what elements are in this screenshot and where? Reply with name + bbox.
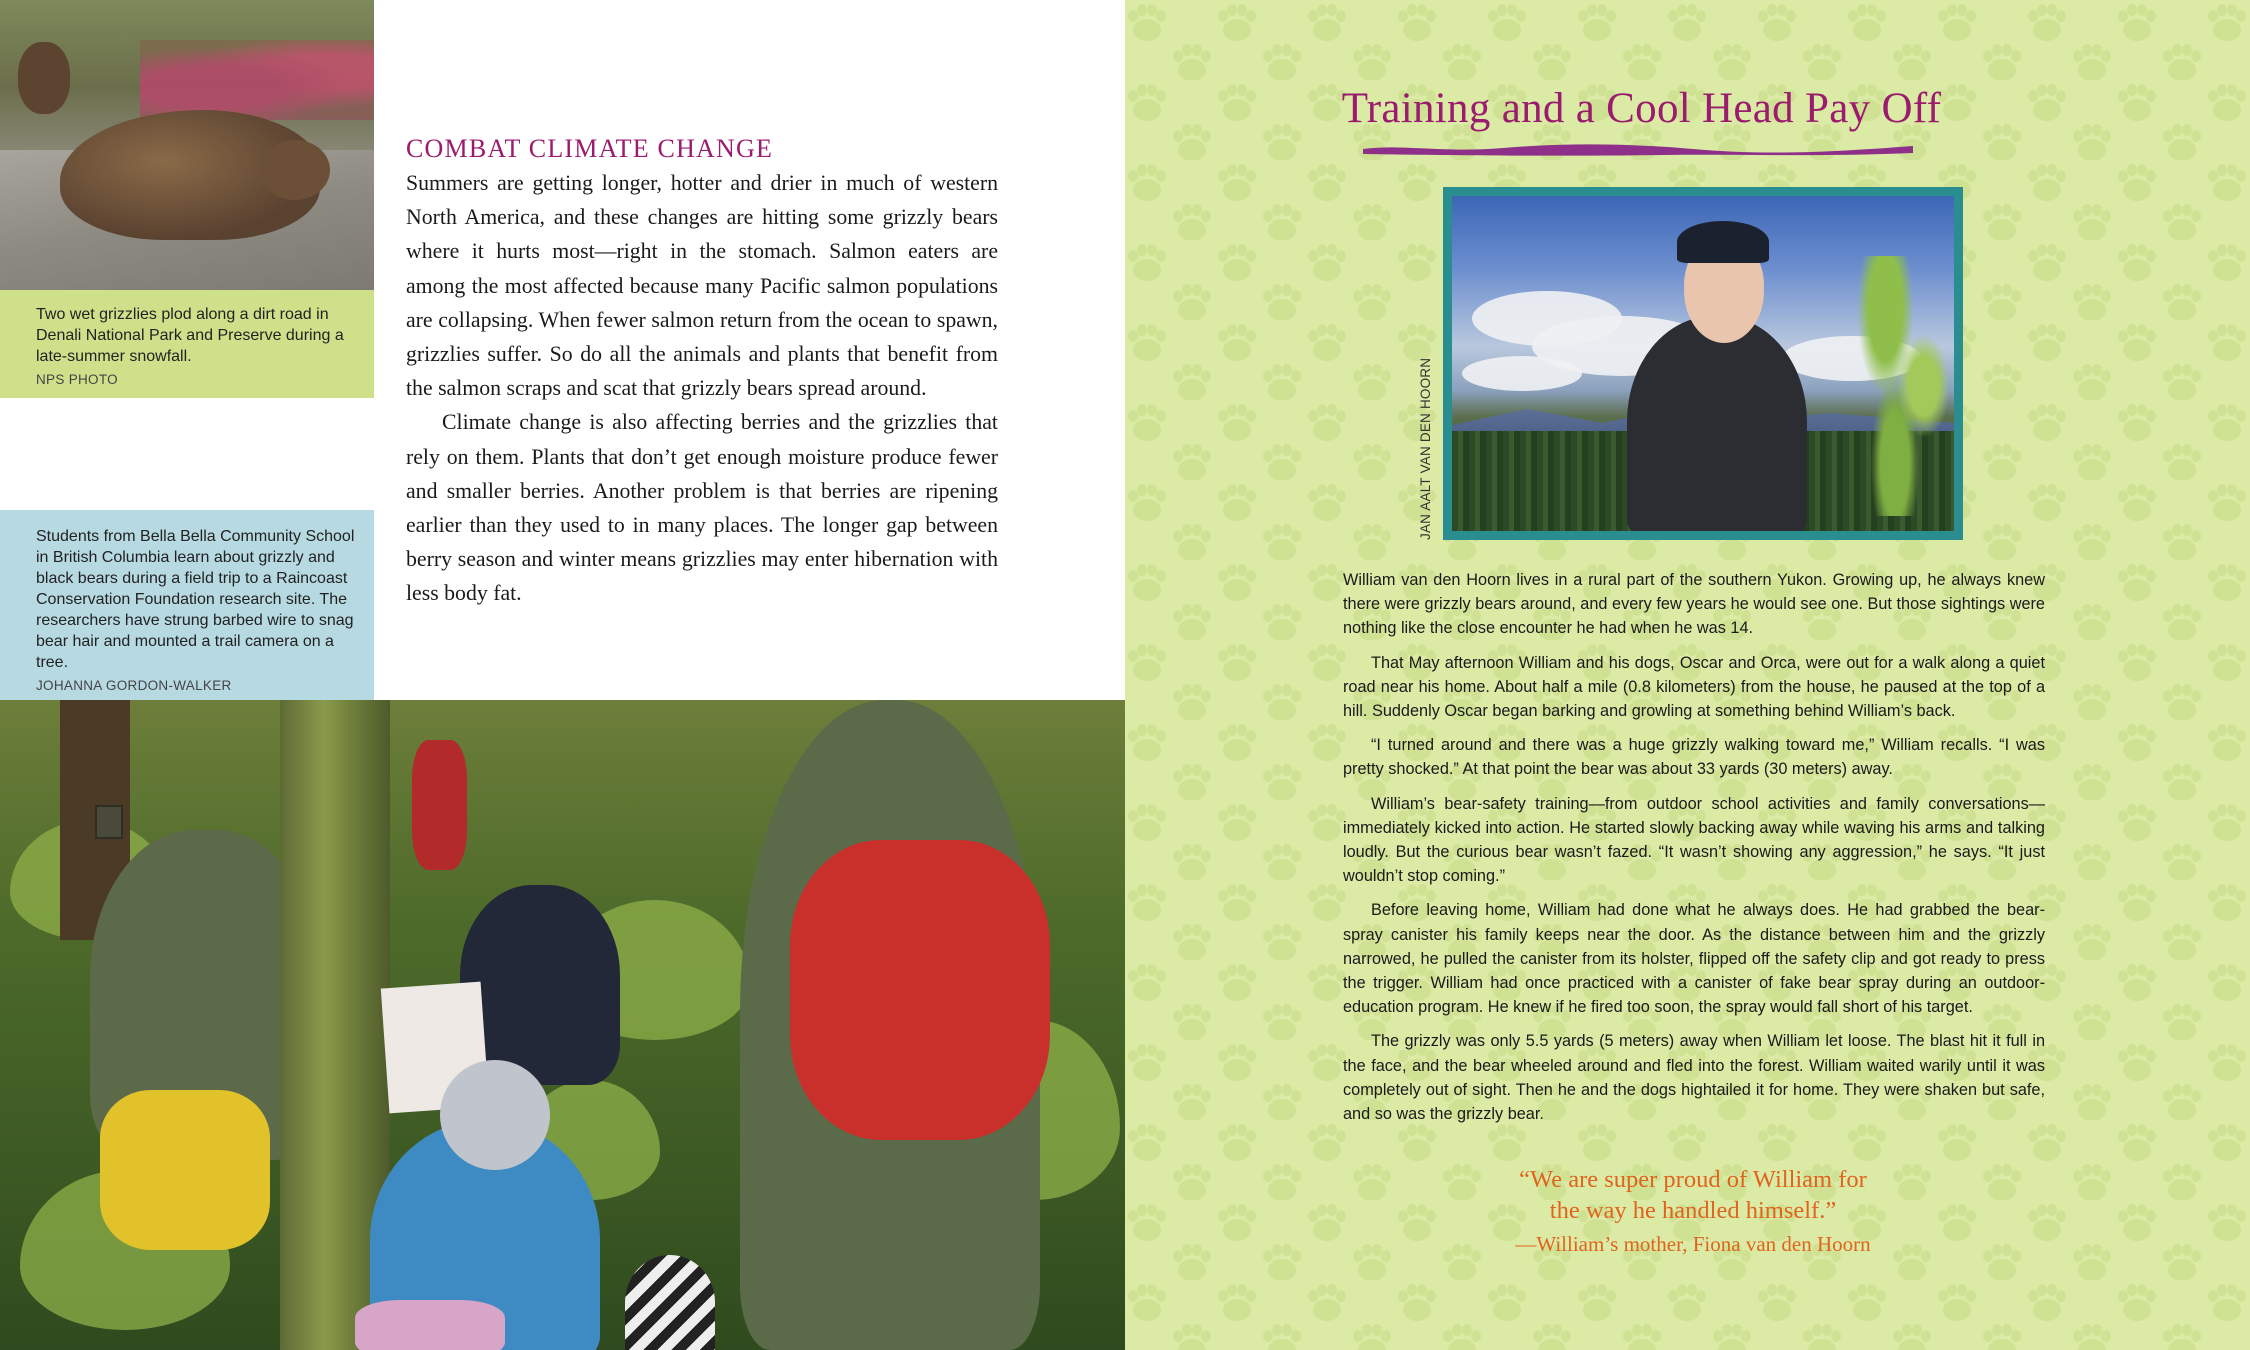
cloud (1462, 356, 1582, 391)
story-paragraph-5: Before leaving home, William had done what he always does. He had grabbed the bear-spray canister his family keeps near the door. As the distance between him and the grizzly narrowed, he pulled the canister from its holster, flipped off the safety clip and got ready to press the trigger. William had once practiced with a canister of fake bear spray during an outdoor-education program. He knew if he fired too soon, the spray would fall short of his target. (1343, 901, 2045, 1017)
william-photo-credit: JAN AALT VAN DEN HOORN (1418, 357, 1433, 540)
student-red-backpack (412, 740, 467, 870)
grizzly-bears-photo (0, 0, 374, 290)
quote-line-1: “We are super proud of William for (1519, 1166, 1867, 1193)
title-underline (1363, 140, 1913, 158)
trail-camera (95, 805, 123, 839)
william-portrait-photo (1452, 196, 1954, 531)
climate-change-section (406, 134, 998, 611)
page-title: Training and a Cool Head Pay Off (1341, 85, 1942, 132)
quote-attribution: —William’s mother, Fiona van den Hoorn (1515, 1232, 1871, 1256)
story-paragraph-2: That May afternoon William and his dogs, Oscar and Orca, were out for a walk along a quiet road near his home. About half a mile (0.8 kilometers) from the house, he paused at the top of a hill. Suddenly Oscar began barking and growling at something behind William’s back. (1343, 653, 2045, 721)
william-photo-frame (1443, 187, 1963, 540)
fireweed-background (140, 40, 374, 120)
students-caption-text: Students from Bella Bella Community School in British Columbia learn about grizzly and black bears during a field trip to a Raincoast Conservation Foundation research site. The researchers have strung barbed wire to snag bear hair and mounted a trail camera on a tree. (36, 528, 355, 671)
story-paragraph-6: The grizzly was only 5.5 yards (5 meters) away when William let loose. The blast hit it full in the face, and the bear wheeled around and fled into the forest. William waited warily until it was completely out of sight. Then he and the dogs hightailed it for home. They were shaken but safe, and so was the grizzly bear. (1343, 1032, 2045, 1124)
story-paragraph-4: William’s bear-safety training—from outdoor school activities and family conversations—immediately kicked into action. He started slowly backing away while waving his arms and talking loudly. But the curious bear wasn’t fazed. “It wasn’t showing any aggression,” he says. “It just wouldn’t stop coming.” (1343, 794, 2045, 886)
section-paragraph-2: Climate change is also affecting berries and the grizzlies that rely on them. Plants that don’t get enough moisture produce fewer and smaller berries. Another problem is that berries are ripening earlier than they used to in many places. The longer gap between berry season and winter means grizzlies may enter hibernation with less body fat. (406, 410, 998, 606)
small-grizzly (18, 42, 70, 114)
baseball-cap (1677, 221, 1769, 263)
pink-backpack (355, 1300, 505, 1350)
section-body (406, 166, 998, 611)
william-hoodie (1627, 316, 1807, 531)
section-heading: COMBAT CLIMATE CHANGE (406, 134, 774, 163)
students-photo-credit: JOHANNA GORDON-WALKER (36, 678, 232, 693)
quote-line-2: the way he handled himself.” (1549, 1197, 1837, 1224)
zigzag-hat (625, 1255, 715, 1350)
students-caption (0, 510, 374, 700)
right-page (1125, 0, 2250, 1350)
leafy-branches (1857, 256, 1952, 516)
red-life-vest (790, 840, 1050, 1140)
pull-quote (1393, 1164, 1993, 1257)
large-grizzly (60, 110, 320, 240)
knit-hat (440, 1060, 550, 1170)
bears-caption (0, 290, 374, 398)
students-field-trip-photo (0, 700, 1125, 1350)
yellow-rain-pants (100, 1090, 270, 1250)
encounter-story (1343, 568, 2045, 1136)
story-paragraph-1: William van den Hoorn lives in a rural part of the southern Yukon. Growing up, he always knew there were grizzly bears around, and every few years he would see one. But those sightings were nothing like the close encounter he had when he was 14. (1343, 571, 2045, 638)
bears-caption-text: Two wet grizzlies plod along a dirt road in Denali National Park and Preserve during a late-summer snowfall. (36, 306, 344, 365)
bears-photo-credit: NPS PHOTO (36, 372, 118, 387)
story-paragraph-3: “I turned around and there was a huge grizzly walking toward me,” William recalls. “I was pretty shocked.” At that point the bear was about 33 yards (30 meters) away. (1343, 736, 2045, 779)
section-paragraph-1: Summers are getting longer, hotter and drier in much of western North America, and these changes are hitting some grizzly bears where it hurts most—right in the stomach. Salmon eaters are among the most affected because many Pacific salmon populations are collapsing. When fewer salmon return from the ocean to spawn, grizzlies suffer. So do all the animals and plants that benefit from the salmon scraps and scat that grizzly bears spread around. (406, 171, 998, 401)
